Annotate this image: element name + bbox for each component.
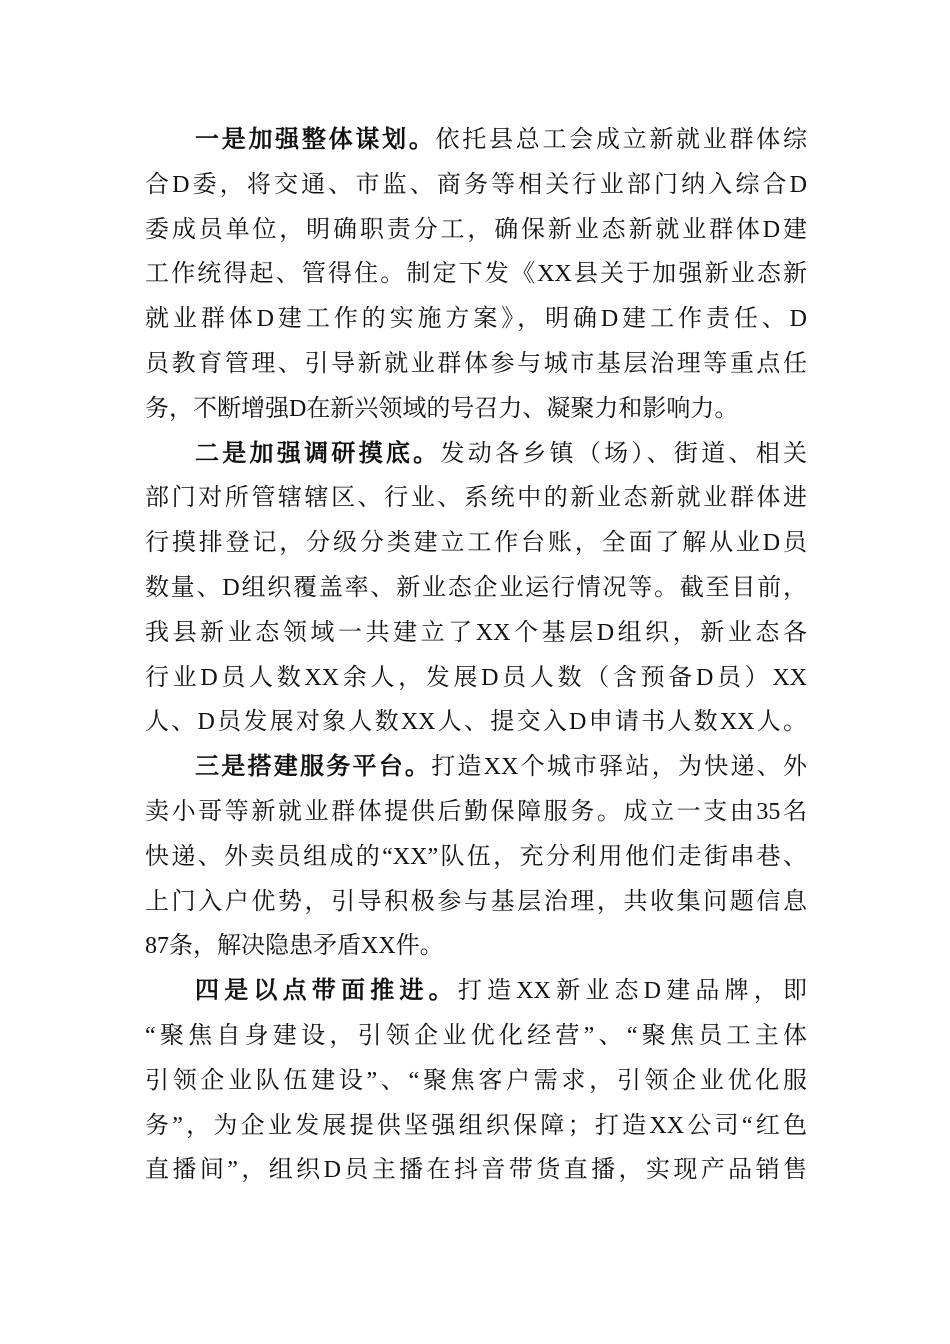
paragraph bbox=[145, 118, 807, 432]
line-text: 我县新业态领域一共建立了XX个基层D组织，新业态各 bbox=[145, 619, 807, 646]
line-text: 打造XX新业态D建品牌，即 bbox=[457, 978, 808, 1005]
text-line bbox=[145, 1014, 807, 1059]
line-text: 卖小哥等新就业群体提供后勤保障服务。成立一支由35名 bbox=[145, 798, 807, 825]
line-text: 依托县总工会成立新就业群体综 bbox=[435, 127, 808, 153]
text-line bbox=[145, 521, 807, 566]
paragraph bbox=[145, 969, 807, 1193]
text-line bbox=[145, 924, 807, 969]
text-line bbox=[145, 700, 807, 745]
text-line bbox=[145, 656, 807, 701]
line-text: 就业群体D建工作的实施方案》，明确D建工作责任、D bbox=[145, 306, 807, 333]
line-text: 合D委，将交通、市监、商务等相关行业部门纳入综合D bbox=[145, 171, 807, 198]
text-line bbox=[145, 342, 807, 387]
line-text: 人、D员发展对象人数XX人、提交入D申请书人数XX人。 bbox=[145, 709, 807, 736]
line-text: 行业D员人数XX余人，发展D员人数（含预备D员）XX bbox=[145, 664, 807, 691]
text-line bbox=[145, 432, 807, 477]
text-line bbox=[145, 969, 807, 1014]
line-text: 务，不断增强D在新兴领域的号召力、凝聚力和影响力。 bbox=[145, 395, 739, 422]
text-line bbox=[145, 297, 807, 342]
paragraph-heading: 二是加强调研摸底。 bbox=[195, 440, 441, 467]
paragraph bbox=[145, 745, 807, 969]
document-body bbox=[145, 118, 807, 1193]
line-text: 员教育管理、引导新就业群体参与城市基层治理等重点任 bbox=[145, 350, 807, 377]
paragraph bbox=[145, 432, 807, 746]
text-line bbox=[145, 880, 807, 925]
text-line bbox=[145, 208, 807, 253]
text-line bbox=[145, 163, 807, 208]
text-line bbox=[145, 476, 807, 521]
text-line bbox=[145, 790, 807, 835]
line-text: 数量、D组织覆盖率、新业态企业运行情况等。截至目前， bbox=[145, 574, 807, 601]
paragraph-heading: 四是以点带面推进。 bbox=[195, 978, 458, 1005]
text-line bbox=[145, 1148, 807, 1193]
line-text: 打造XX个城市驿站，为快递、外 bbox=[431, 754, 807, 781]
line-text: 发动各乡镇（场）、街道、相关 bbox=[440, 440, 808, 467]
text-line bbox=[145, 745, 807, 790]
line-text: 上门入户优势，引导积极参与基层治理，共收集问题信息 bbox=[145, 888, 807, 915]
line-text: 部门对所管辖辖区、行业、系统中的新业态新就业群体进 bbox=[145, 485, 807, 512]
paragraph-heading: 一是加强整体谋划。 bbox=[195, 127, 436, 153]
text-line bbox=[145, 1059, 807, 1104]
line-text: 快递、外卖员组成的“XX”队伍，充分利用他们走街串巷、 bbox=[145, 843, 807, 870]
text-line bbox=[145, 566, 807, 611]
line-text: 87条，解决隐患矛盾XX件。 bbox=[145, 933, 444, 960]
paragraph-heading: 三是搭建服务平台。 bbox=[195, 754, 432, 781]
line-text: 工作统得起、管得住。制定下发《XX县关于加强新业态新 bbox=[145, 261, 807, 288]
text-line bbox=[145, 118, 807, 163]
text-line bbox=[145, 252, 807, 297]
line-text: 引领企业队伍建设”、“聚焦客户需求，引领企业优化服 bbox=[145, 1067, 807, 1094]
text-line bbox=[145, 387, 807, 432]
text-line bbox=[145, 611, 807, 656]
line-text: “聚焦自身建设，引领企业优化经营”、“聚焦员工主体 bbox=[145, 1022, 807, 1049]
line-text: 直播间”，组织D员主播在抖音带货直播，实现产品销售 bbox=[145, 1157, 807, 1184]
text-line bbox=[145, 835, 807, 880]
text-line bbox=[145, 1104, 807, 1149]
line-text: 行摸排登记，分级分类建立工作台账，全面了解从业D员 bbox=[145, 530, 807, 557]
line-text: 务”，为企业发展提供坚强组织保障；打造XX公司“红色 bbox=[145, 1112, 807, 1139]
line-text: 委成员单位，明确职责分工，确保新业态新就业群体D建 bbox=[145, 216, 807, 243]
